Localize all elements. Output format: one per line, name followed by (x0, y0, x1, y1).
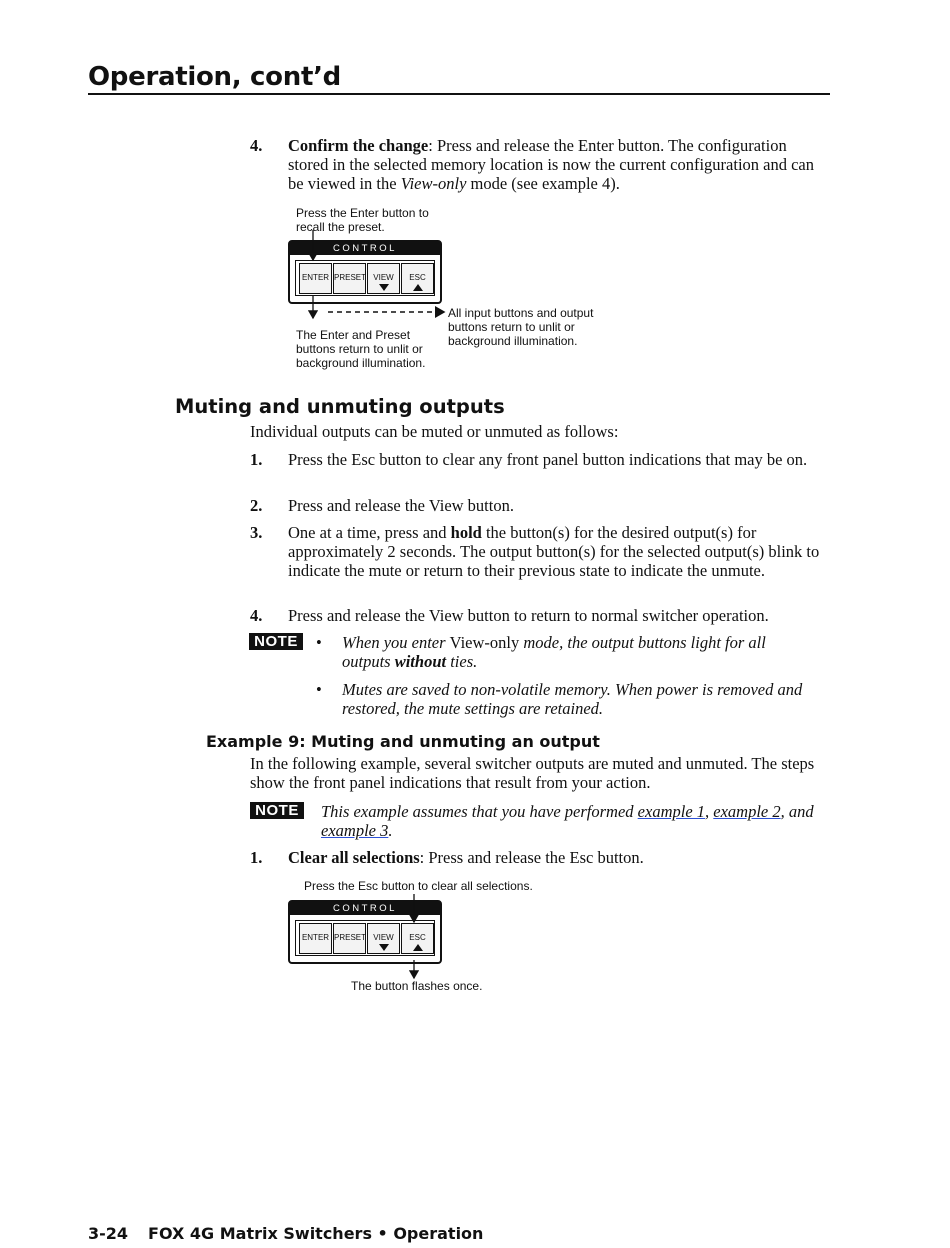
callout-line: buttons return to unlit or (448, 320, 575, 334)
button-label: ENTER (301, 933, 330, 942)
panel2-callout-bottom: The button flashes once. (351, 979, 483, 993)
button-label: PRESET (334, 933, 367, 942)
step-text (288, 136, 823, 193)
panel2-arrows (400, 892, 430, 982)
bullet-icon: • (316, 633, 322, 652)
note-text-bold: without (394, 652, 447, 671)
example-1-link[interactable]: example 1 (637, 802, 706, 821)
panel1-callout-right (448, 306, 593, 348)
panel1-arrows (280, 228, 470, 328)
step-italic: View-only (400, 174, 467, 193)
button-label: PRESET (334, 273, 367, 282)
example-intro: In the following example, several switcher outputs are muted and unmuted. The steps show the front panel indications that result from your action. (250, 754, 815, 792)
step-text (288, 523, 823, 580)
section-title: Muting and unmuting outputs (175, 395, 505, 418)
step-text-part: : Press and release the Esc button. (419, 848, 644, 867)
button-label: ESC (409, 933, 426, 942)
step-text-part: : Press and release the Enter button. The configuration stored in the selected memory location is now the current configuration and can be viewed in the (288, 136, 814, 193)
note-text-part: ties. (446, 652, 478, 671)
note-text-part: . (388, 821, 393, 840)
page-footer (88, 1224, 483, 1243)
panel2-callout-top: Press the Esc button to clear all selections. (304, 879, 533, 893)
button-label: ESC (409, 273, 426, 282)
step-text: Press and release the View button to return to normal switcher operation. (288, 606, 769, 625)
control-label: CONTROL (290, 902, 440, 915)
footer-title: FOX 4G Matrix Switchers • Operation (148, 1224, 484, 1243)
example-2-link[interactable]: example 2 (713, 802, 781, 821)
step-bold: hold (450, 523, 482, 542)
triangle-down-icon (379, 944, 389, 951)
button-label: VIEW (373, 273, 394, 282)
step-number: 1. (250, 848, 263, 867)
note-text-part: Mutes are saved to non-volatile memory. When power is removed and restored, the mute settings are retained. (342, 680, 803, 718)
note-text-roman: View-only (449, 633, 520, 652)
callout-line: recall the preset. (296, 220, 385, 234)
step-text-part: One at a time, press and (288, 523, 451, 542)
note-badge: NOTE (250, 802, 304, 819)
example-title: Example 9: Muting and unmuting an output (206, 732, 600, 751)
button-label: VIEW (373, 933, 394, 942)
bullet-icon: • (316, 680, 322, 699)
note-badge: NOTE (249, 633, 303, 650)
note-text-part: , and (780, 802, 814, 821)
view-button[interactable] (367, 923, 400, 954)
step-bold: Confirm the change (288, 136, 429, 155)
step-text-part: the button(s) for the desired output(s) for approximately 2 seconds. The output button(s) for the selected output(s) blink to indicate the mute or return to their previous state to indicate the unmute. (288, 523, 820, 580)
header-rule (88, 93, 830, 95)
callout-line: Press the Enter button to (296, 206, 429, 220)
step-text: Press and release the View button. (288, 496, 514, 515)
enter-button[interactable] (299, 923, 332, 954)
note-bullet-item (316, 680, 816, 718)
page-header-title: Operation, cont’d (88, 62, 341, 92)
step-text: Press the Esc button to clear any front panel button indications that may be on. (288, 450, 808, 469)
note-text-part: mode, the output buttons light for all outputs (342, 633, 766, 671)
page-number: 3-24 (88, 1224, 129, 1243)
step-text-part: mode (see example 4). (466, 174, 620, 193)
step-number: 4. (250, 136, 263, 155)
control-label: CONTROL (290, 242, 440, 255)
step-text (288, 848, 823, 867)
callout-line: All input buttons and output (448, 306, 594, 320)
button-label: ENTER (301, 273, 330, 282)
step-number: 3. (250, 523, 263, 542)
callout-line: buttons return to unlit or (296, 342, 423, 356)
panel1-callout-bottom-left (296, 328, 425, 370)
preset-button[interactable] (333, 923, 366, 954)
section-intro: Individual outputs can be muted or unmuted as follows: (250, 422, 619, 441)
note-bullet-item (316, 633, 816, 671)
step-number: 2. (250, 496, 263, 515)
callout-line: background illumination. (448, 334, 578, 348)
note-text-part: , (705, 802, 714, 821)
callout-line: The Enter and Preset (296, 328, 411, 342)
note-text-part: When you enter (342, 633, 450, 652)
note-text-part: This example assumes that you have performed (321, 802, 638, 821)
note-bullets (316, 633, 816, 718)
callout-line: background illumination. (296, 356, 426, 370)
step-number: 1. (250, 450, 263, 469)
example-note-text (321, 802, 821, 840)
step-bold: Clear all selections (288, 848, 420, 867)
example-3-link[interactable]: example 3 (321, 821, 389, 840)
step-number: 4. (250, 606, 263, 625)
